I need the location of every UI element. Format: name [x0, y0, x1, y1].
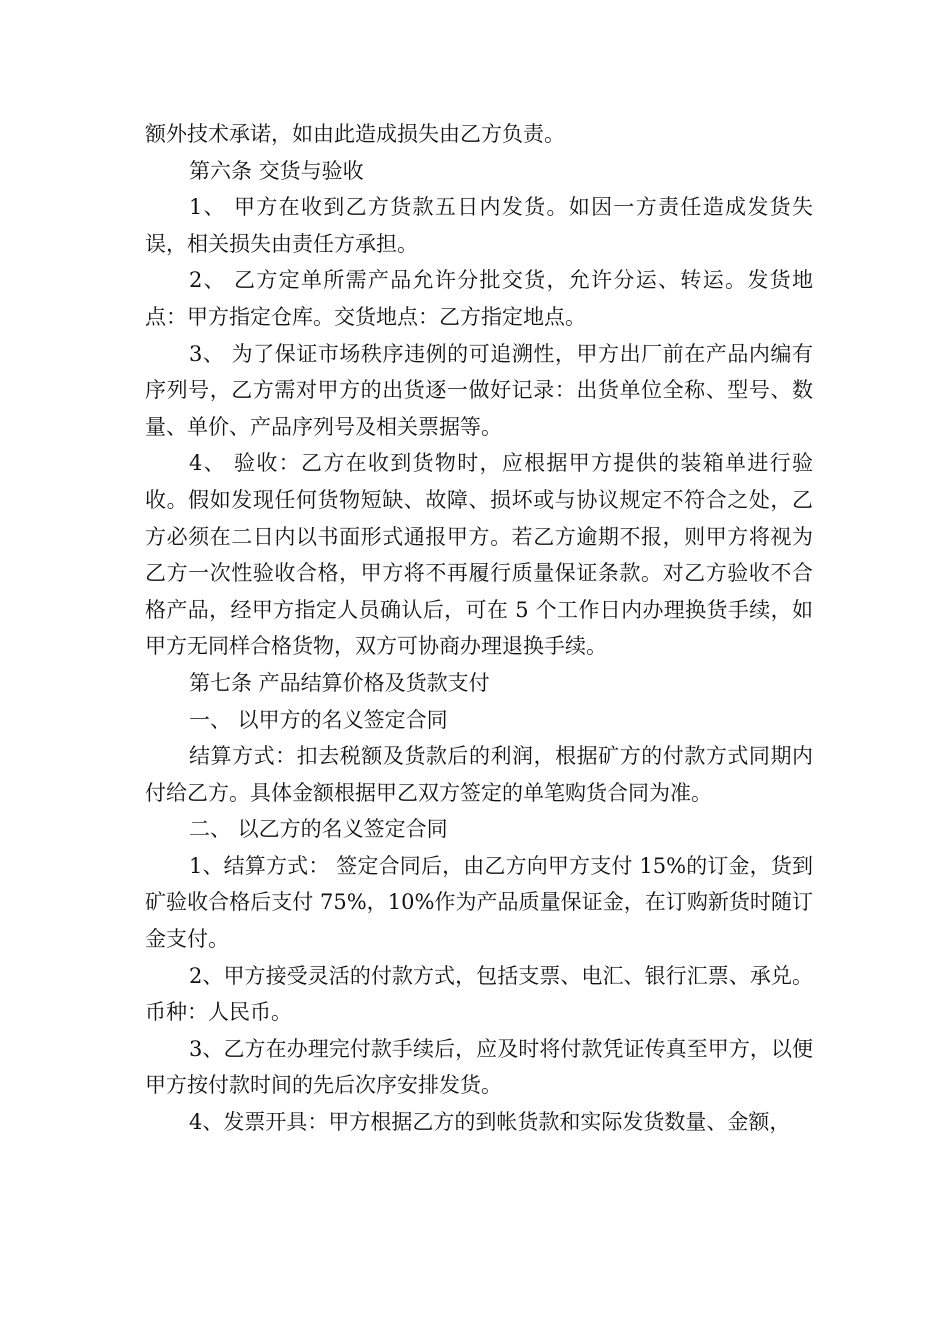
- article-7-section-2-clause-3: 3、乙方在办理完付款手续后，应及时将付款凭证传真至甲方，以便甲方按付款时间的先后次序安排发货。: [145, 1036, 813, 1098]
- article-6-clause-2: 2、 乙方定单所需产品允许分批交货，允许分运、转运。发货地点：甲方指定仓库。交货地点：乙方指定地点。: [145, 268, 813, 329]
- article-7-section-1-settlement: 结算方式：扣去税额及货款后的利润，根据矿方的付款方式同期内付给乙方。具体金额根据甲乙双方签定的单笔购货合同为准。: [145, 744, 813, 805]
- article-7-section-2-clause-2: 2、甲方接受灵活的付款方式，包括支票、电汇、银行汇票、承兑。币种：人民币。: [145, 963, 813, 1025]
- article-7-section-1-heading: 一、 以甲方的名义签定合同: [189, 707, 448, 732]
- paragraph-continuation: 额外技术承诺，如由此造成损失由乙方负责。: [145, 122, 565, 146]
- article-6-heading: 第六条 交货与验收: [189, 158, 364, 183]
- article-6-clause-4: 4、 验收：乙方在收到货物时，应根据甲方提供的装箱单进行验收。假如发现任何货物短缺、故障、损坏或与协议规定不符合之处，乙方必须在二日内以书面形式通报甲方。若乙方逾期不报，则甲方将视为乙方一次性验收合格，甲方将不再履行质量保证条款。对乙方验收不合格产品，经甲方指定人员确认后，可在 5 个工作日内办理换货手续，如甲方无同样合格货物，双方可协商办理退换手续。: [145, 451, 813, 659]
- article-7-section-2-clause-1: 1、结算方式： 签定合同后，由乙方向甲方支付 15%的订金，货到矿验收合格后支付 75%，10%作为产品质量保证金，在订购新货时随订金支付。: [145, 853, 813, 952]
- document-body: [145, 116, 813, 1141]
- article-6-clause-1: 1、 甲方在收到乙方货款五日内发货。如因一方责任造成发货失误，相关损失由责任方承担。: [145, 195, 813, 256]
- article-6-clause-3: 3、 为了保证市场秩序违例的可追溯性，甲方出厂前在产品内编有序列号，乙方需对甲方的出货逐一做好记录：出货单位全称、型号、数量、单价、产品序列号及相关票据等。: [145, 341, 813, 439]
- article-7-heading: 第七条 产品结算价格及货款支付: [189, 670, 490, 695]
- article-7-section-2-clause-4: 4、发票开具：甲方根据乙方的到帐货款和实际发货数量、金额，: [189, 1110, 791, 1135]
- article-7-section-2-heading: 二、 以乙方的名义签定合同: [189, 817, 448, 842]
